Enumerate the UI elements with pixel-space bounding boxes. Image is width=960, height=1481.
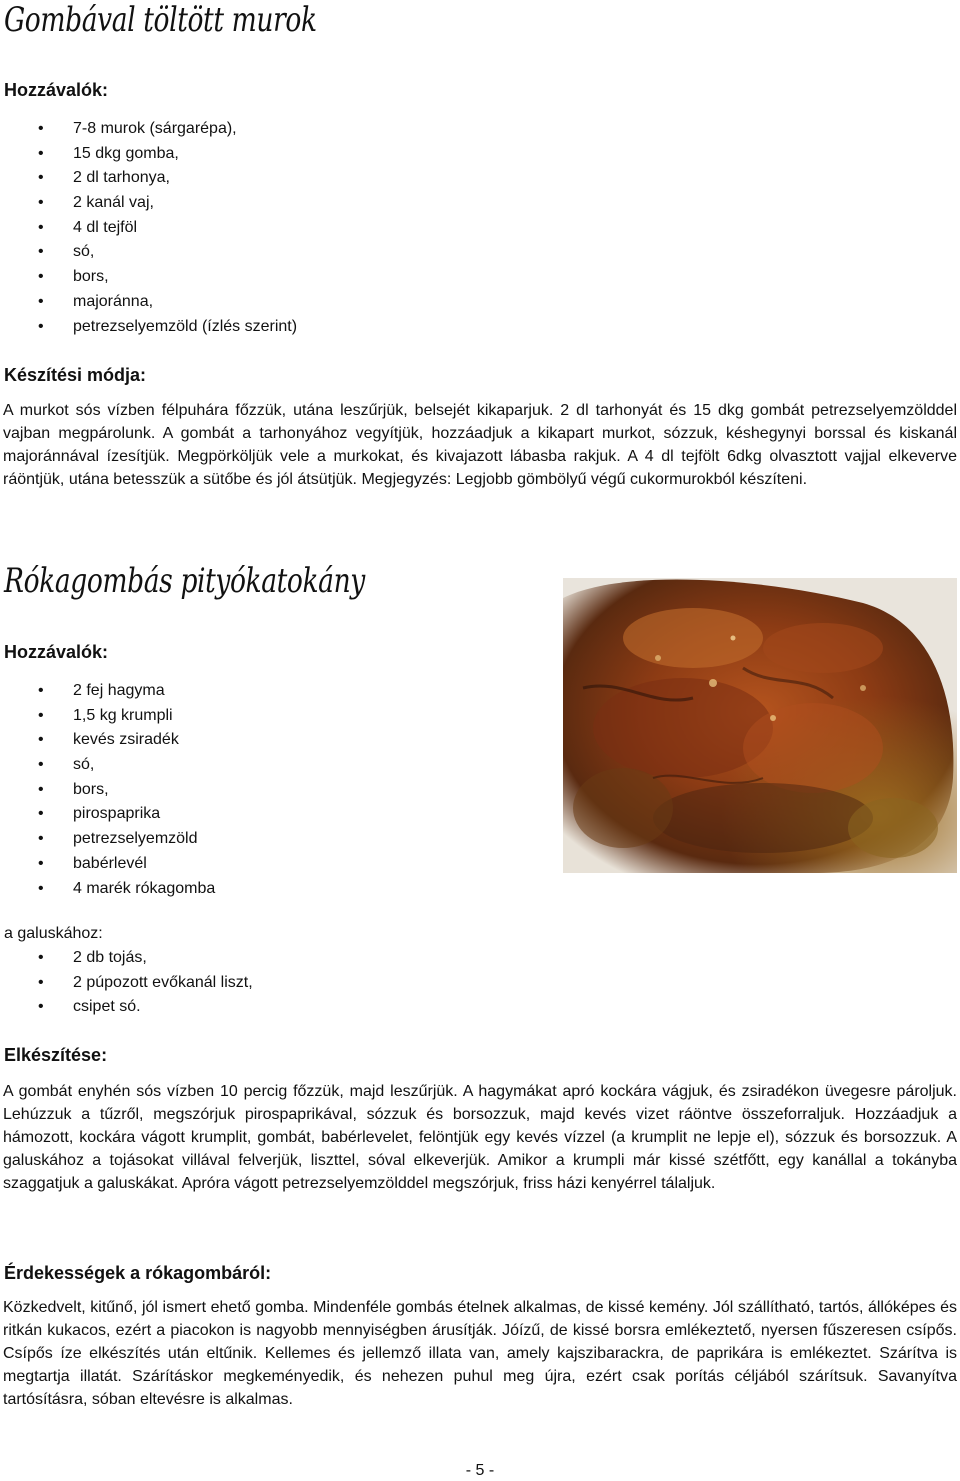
ingredients-list <box>0 679 215 901</box>
list-item: • pirospaprika <box>0 802 215 827</box>
list-item: • só, <box>0 753 215 778</box>
list-item: • bors, <box>0 778 215 803</box>
list-item: • 1,5 kg krumpli <box>0 704 215 729</box>
ingredients-heading: Hozzávalók: <box>4 642 109 662</box>
bullet-icon: • <box>38 830 44 848</box>
bullet-icon: • <box>38 780 44 798</box>
list-item: • 2 dl tarhonya, <box>0 166 297 191</box>
method-paragraph: A gombát enyhén sós vízben 10 percig főzzük, majd leszűrjük. A hagymákat apró kockára vágjuk, és zsiradékon üvegesre pároljuk. Lehúzzuk a tűzről, megszórjuk pirospaprikával, sózzuk és borsozzuk, majd kevés vizet ráöntve összeforraljuk. Hozzáadjuk a hámozott, kockára vágott krumplit, gombát, babérlevelet, felöntjük egy kevés vízzel (a krumplit ne lepje el), sózzuk és borsozzuk. A galuskához a tojásokat villával felverjük, liszttel, sóval elkeverjük. Amikor a krumpli már kissé szétfőtt, egy kanállal a tokányba szaggatjuk a galuskákat. Apróra vágott petrezselyemzölddel megszórjuk, friss házi kenyérrel tálaljuk. <box>3 1083 957 1192</box>
bullet-icon: • <box>38 243 44 261</box>
ingredients-list <box>0 117 297 339</box>
bullet-icon: • <box>38 194 44 212</box>
bullet-icon: • <box>38 292 44 310</box>
list-item: • majoránna, <box>0 290 297 315</box>
recipe-title: Rókagombás pityókatokány <box>4 561 365 601</box>
list-item: • petrezselyemzöld <box>0 827 215 852</box>
ingredients-heading: Hozzávalók: <box>4 80 109 100</box>
method-heading: Elkészítése: <box>4 1045 108 1065</box>
dumpling-label: a galuskához: <box>4 925 103 942</box>
list-item: • babérlevél <box>0 852 215 877</box>
list-item: • só, <box>0 240 297 265</box>
facts-paragraph: Közkedvelt, kitűnő, jól ismert ehető gomba. Mindenféle gombás ételnek alkalmas, de kissé kemény. Jól szállítható, tartós, állóképes és ritkán kukacos, ezért a piacokon is nagyobb mennyiségben árusítják. Jóízű, de kissé borsra emlékeztető, nyersen fűszeresen csípős. Csípős íze elkészítés után eltűnik. Kellemes és jellemző illata van, amely kajszibarackra, de paprikára is emlékeztet. Szárítva is megtartja illatát. Szárításkor megkeményedik, és nehezen puhul meg újra, ezért csak porítás céljából szárítsuk. Savanyítva tartósításra, sóban eltevésre is alkalmas. <box>3 1299 957 1408</box>
bullet-icon: • <box>38 169 44 187</box>
list-item: • 7-8 murok (sárgarépa), <box>0 117 297 142</box>
list-item: • kevés zsiradék <box>0 728 215 753</box>
method-heading: Készítési módja: <box>4 365 147 385</box>
list-item: • 2 db tojás, <box>0 946 253 971</box>
list-item: • 15 dkg gomba, <box>0 142 297 167</box>
page-number: - 5 - <box>465 1462 495 1479</box>
bullet-icon: • <box>38 805 44 823</box>
list-item: • petrezselyemzöld (ízlés szerint) <box>0 315 297 340</box>
facts-heading: Érdekességek a rókagombáról: <box>4 1263 272 1283</box>
bullet-icon: • <box>38 998 44 1016</box>
list-item: • csipet só. <box>0 995 253 1020</box>
bullet-icon: • <box>38 317 44 335</box>
bullet-icon: • <box>38 854 44 872</box>
list-item: • 2 púpozott evőkanál liszt, <box>0 971 253 996</box>
list-item: • 2 kanál vaj, <box>0 191 297 216</box>
food-photo <box>563 578 957 873</box>
bullet-icon: • <box>38 268 44 286</box>
list-item: • 4 marék rókagomba <box>0 877 215 902</box>
bullet-icon: • <box>38 120 44 137</box>
bullet-icon: • <box>38 731 44 749</box>
list-item: • bors, <box>0 265 297 290</box>
method-paragraph: A murkot sós vízben félpuhára főzzük, utána leszűrjük, belsejét kikaparjuk. 2 dl tarhonyát és 15 dkg gombát petrezselyemzölddel vajban megpárolunk. A gombát a tarhonyához vegyítjük, hozzáadjuk a kikapart murkot, sózzuk, késhegynyi borssal és kiskanál majoránnával ízesítjük. Megpörköljük vele a murkokat, és kivajazott lábasba rakjuk. A 4 dl tejfölt 6dkg olvasztott vajjal elkeverve ráöntjük, utána betesszük a sütőbe és jól átsütjük. Megjegyzés: Legjobb gömbölyű végű cukormurokból készíteni. <box>3 402 957 488</box>
recipe-title: Gombával töltött murok <box>4 0 317 40</box>
bullet-icon: • <box>38 682 44 699</box>
list-item: • 2 fej hagyma <box>0 679 215 704</box>
bullet-icon: • <box>38 879 44 897</box>
list-item: • 4 dl tejföl <box>0 216 297 241</box>
bullet-icon: • <box>38 949 44 966</box>
bullet-icon: • <box>38 973 44 991</box>
bullet-icon: • <box>38 706 44 724</box>
bullet-icon: • <box>38 144 44 162</box>
bullet-icon: • <box>38 218 44 236</box>
bullet-icon: • <box>38 756 44 774</box>
dumpling-ingredients-list <box>0 946 253 1020</box>
